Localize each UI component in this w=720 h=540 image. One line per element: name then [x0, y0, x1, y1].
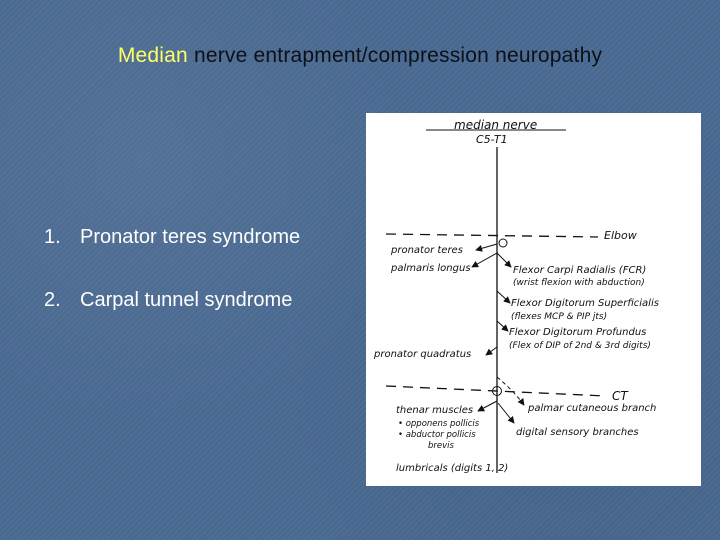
lumbricals-label: lumbricals (digits 1, 2)	[396, 463, 509, 474]
fcr-label: Flexor Carpi Radialis (FCR)	[513, 265, 647, 276]
elbow-line	[386, 234, 598, 237]
bullet-number: 1.	[44, 226, 61, 248]
thenar-arrow	[478, 401, 497, 411]
fds-arrow	[497, 291, 510, 303]
title-highlight: Median	[117, 44, 188, 67]
pronator-teres-label: pronator teres	[391, 245, 463, 256]
bullet-item	[44, 226, 300, 249]
thenar-muscles-label: thenar muscles	[396, 405, 474, 416]
median-nerve-diagram	[366, 113, 701, 486]
slide-title	[0, 44, 720, 68]
fds-note: (flexes MCP & PIP jts)	[511, 312, 608, 322]
palmar-branch-label: palmar cutaneous branch	[528, 403, 657, 414]
pronator-teres-arrow	[476, 244, 497, 250]
fcr-note: (wrist flexion with abduction)	[513, 278, 645, 288]
fcr-arrow	[497, 253, 511, 267]
bullet-number: 2.	[44, 289, 61, 311]
nerve-label: median nerve	[454, 118, 538, 132]
digital-branch-label: digital sensory branches	[516, 427, 639, 438]
fdp-arrow	[497, 321, 508, 331]
opponens-label: • opponens pollicis	[398, 419, 480, 429]
fdp-note: (Flex of DIP of 2nd & 3rd digits)	[509, 341, 651, 351]
bullet-text: Pronator teres syndrome	[80, 226, 301, 248]
ct-line	[386, 386, 606, 396]
elbow-circle	[499, 239, 507, 247]
pronator-quadratus-arrow	[486, 347, 497, 355]
brevis-label: brevis	[428, 441, 454, 451]
digital-branch-arrow	[498, 403, 514, 423]
title-rest: nerve entrapment/compression neuropathy	[187, 44, 603, 67]
palmaris-longus-label: palmaris longus	[391, 263, 471, 274]
bullet-list	[44, 226, 300, 352]
ct-label: CT	[612, 389, 628, 403]
root-label: C5-T1	[476, 133, 508, 146]
bullet-item	[44, 289, 300, 312]
elbow-label: Elbow	[604, 229, 637, 242]
palmaris-longus-arrow	[472, 253, 497, 267]
diagram-svg	[366, 113, 701, 486]
fdp-label: Flexor Digitorum Profundus	[509, 327, 647, 338]
pronator-quadratus-label: pronator quadratus	[374, 349, 472, 360]
abductor-label: • abductor pollicis	[398, 430, 476, 440]
fds-label: Flexor Digitorum Superficialis	[511, 298, 659, 309]
bullet-text: Carpal tunnel syndrome	[80, 289, 293, 311]
